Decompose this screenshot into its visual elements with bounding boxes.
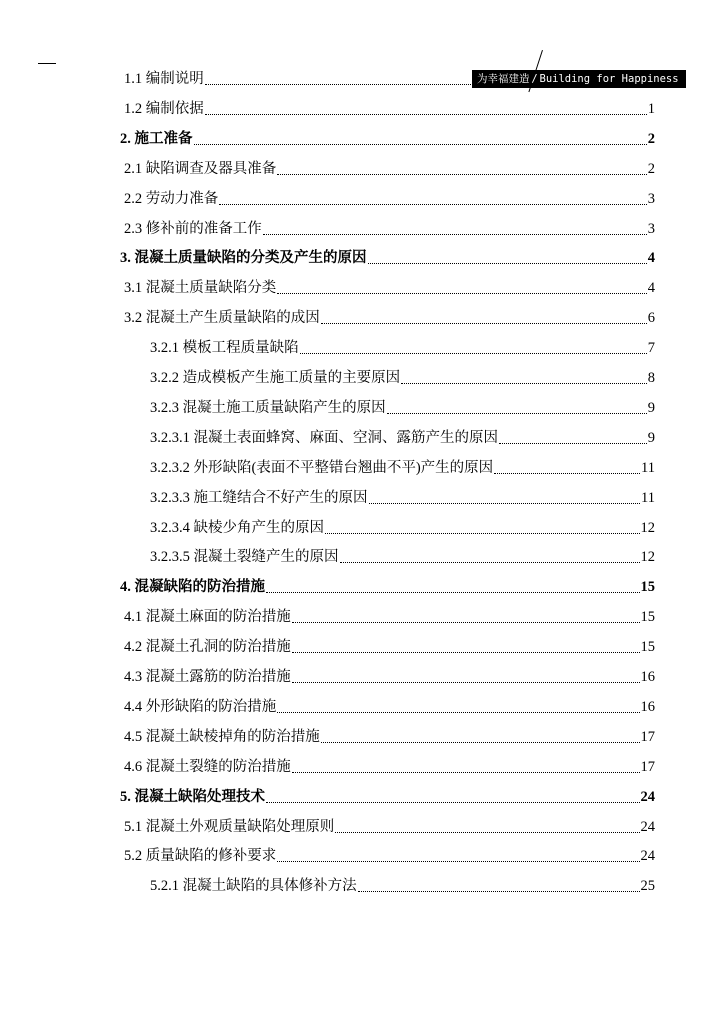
toc-leader-dots (205, 84, 471, 85)
toc-entry-title: 3.2.1 模板工程质量缺陷 (150, 340, 299, 357)
toc-leader-dots (219, 204, 647, 205)
toc-entry-page: 4 (647, 280, 655, 297)
toc-leader-dots (340, 562, 640, 563)
toc-leader-dots (277, 712, 639, 713)
toc-entry-title: 1.2 编制依据 (124, 100, 204, 117)
toc-entry-page: 1 (647, 100, 655, 117)
toc-entry[interactable] (124, 157, 655, 181)
toc-entry-title: 2.3 修补前的准备工作 (124, 220, 262, 237)
toc-leader-dots (292, 772, 640, 773)
toc-entry-title: 2.2 劳动力准备 (124, 190, 219, 207)
toc-leader-dots (325, 533, 640, 534)
toc-leader-dots (401, 383, 647, 384)
toc-entry-title: 3.1 混凝土质量缺陷分类 (124, 280, 277, 297)
brand-chinese: 为幸福建造 (477, 73, 530, 85)
toc-entry[interactable] (150, 545, 655, 569)
toc-leader-dots (300, 353, 647, 354)
toc-entry-page: 16 (640, 698, 655, 715)
toc-entry-page: 17 (640, 728, 655, 745)
toc-entry-page: 4 (647, 250, 655, 267)
toc-entry[interactable] (124, 276, 655, 300)
toc-entry-title: 4.5 混凝土缺棱掉角的防治措施 (124, 728, 320, 745)
toc-leader-dots (494, 473, 640, 474)
toc-leader-dots (369, 503, 641, 504)
toc-entry-title: 5.2.1 混凝土缺陷的具体修补方法 (150, 878, 357, 895)
toc-entry[interactable] (124, 695, 655, 719)
toc-entry-title: 4. 混凝缺陷的防治措施 (120, 579, 265, 596)
toc-entry-page: 17 (640, 758, 655, 775)
toc-entry[interactable] (150, 874, 655, 898)
toc-entry[interactable] (124, 217, 655, 241)
toc-leader-dots (263, 234, 647, 235)
toc-leader-dots (387, 413, 647, 414)
toc-leader-dots (292, 652, 640, 653)
toc-entry[interactable] (124, 725, 655, 749)
page-corner-mark (38, 63, 56, 64)
toc-entry-page: 15 (640, 579, 655, 596)
toc-entry-page: 25 (640, 878, 655, 895)
toc-entry-title: 3.2.3.5 混凝土裂缝产生的原因 (150, 549, 339, 566)
toc-leader-dots (277, 174, 647, 175)
toc-entry[interactable] (124, 97, 655, 121)
toc-entry[interactable] (120, 127, 655, 151)
toc-entry-title: 3.2.3 混凝土施工质量缺陷产生的原因 (150, 399, 386, 416)
toc-entry-title: 4.3 混凝土露筋的防治措施 (124, 669, 291, 685)
toc-entry[interactable] (124, 665, 655, 689)
toc-leader-dots (321, 742, 640, 743)
toc-leader-dots (194, 144, 647, 145)
toc-entry[interactable] (124, 844, 655, 868)
toc-entry-title: 5. 混凝土缺陷处理技术 (120, 788, 265, 805)
toc-entry-page: 11 (641, 459, 655, 476)
toc-leader-dots (335, 832, 639, 833)
toc-entry-page: 16 (640, 669, 655, 685)
toc-leader-dots (358, 891, 640, 892)
toc-entry-page: 6 (647, 310, 655, 327)
toc-entry-title: 4.2 混凝土孔洞的防治措施 (124, 639, 291, 656)
toc-entry-title: 5.2 质量缺陷的修补要求 (124, 848, 277, 865)
toc-entry-title: 3.2.3.4 缺棱少角产生的原因 (150, 519, 324, 536)
toc-entry-page: 8 (647, 370, 655, 386)
brand-separator: / (531, 73, 538, 85)
toc-entry-page: 9 (647, 429, 655, 446)
toc-leader-dots (266, 592, 640, 593)
toc-entry-page: 24 (640, 848, 655, 865)
toc-leader-dots (277, 861, 639, 862)
toc-entry[interactable] (124, 306, 655, 330)
toc-entry-title: 5.1 混凝土外观质量缺陷处理原则 (124, 818, 335, 835)
toc-entry[interactable] (124, 815, 655, 839)
toc-entry[interactable] (120, 575, 655, 599)
toc-entry-page: 9 (647, 399, 655, 416)
toc-entry[interactable] (150, 336, 655, 360)
toc-entry-title: 3.2.2 造成模板产生施工质量的主要原因 (150, 370, 401, 386)
toc-entry[interactable] (150, 456, 655, 480)
toc-entry-page: 7 (647, 340, 655, 357)
toc-entry-page: 24 (640, 788, 655, 805)
toc-entry-page: 15 (640, 639, 655, 656)
toc-entry[interactable] (150, 366, 655, 390)
toc-entry-page: 12 (640, 519, 655, 536)
toc-entry[interactable] (124, 67, 472, 91)
toc-entry-title: 3.2.3.2 外形缺陷(表面不平整错台翘曲不平)产生的原因 (150, 459, 494, 476)
toc-entry-title: 3. 混凝土质量缺陷的分类及产生的原因 (120, 250, 367, 267)
toc-entry-title: 3.2.3.3 施工缝结合不好产生的原因 (150, 489, 368, 506)
toc-entry-title: 1.1 编制说明 (124, 71, 204, 87)
toc-entry-title: 4.6 混凝土裂缝的防治措施 (124, 758, 291, 775)
toc-leader-dots (499, 443, 647, 444)
toc-entry-page: 2 (647, 160, 655, 177)
toc-entry-page: 3 (647, 220, 655, 237)
toc-entry[interactable] (150, 396, 655, 420)
toc-entry-page: 15 (640, 609, 655, 626)
toc-entry-title: 4.4 外形缺陷的防治措施 (124, 698, 277, 715)
toc-entry[interactable] (150, 516, 655, 540)
toc-entry-title: 3.2.3.1 混凝土表面蜂窝、麻面、空洞、露筋产生的原因 (150, 429, 498, 446)
toc-leader-dots (266, 802, 640, 803)
toc-entry-page: 2 (647, 130, 655, 147)
toc-entry[interactable] (124, 755, 655, 779)
toc-leader-dots (368, 263, 647, 264)
toc-entry-page: 24 (640, 818, 655, 835)
toc-leader-dots (292, 622, 640, 623)
toc-entry[interactable] (120, 246, 655, 270)
toc-entry-title: 3.2 混凝土产生质量缺陷的成因 (124, 310, 320, 327)
toc-entry-title: 2. 施工准备 (120, 130, 193, 147)
toc-entry[interactable] (124, 635, 655, 659)
toc-entry-page: 3 (647, 190, 655, 207)
toc-entry[interactable] (150, 426, 655, 450)
toc-leader-dots (292, 682, 640, 683)
header-brand-banner (472, 70, 686, 88)
brand-english: Building for Happiness (539, 73, 679, 85)
toc-leader-dots (321, 323, 647, 324)
toc-entry[interactable] (124, 605, 655, 629)
toc-entry-title: 4.1 混凝土麻面的防治措施 (124, 609, 291, 626)
toc-entry-title: 2.1 缺陷调查及器具准备 (124, 160, 277, 177)
toc-entry-page: 12 (640, 549, 655, 566)
toc-entry[interactable] (150, 486, 655, 510)
toc-leader-dots (277, 293, 647, 294)
toc-entry[interactable] (120, 785, 655, 809)
toc-entry[interactable] (124, 187, 655, 211)
toc-leader-dots (205, 114, 647, 115)
toc-entry-page: 11 (641, 489, 655, 506)
